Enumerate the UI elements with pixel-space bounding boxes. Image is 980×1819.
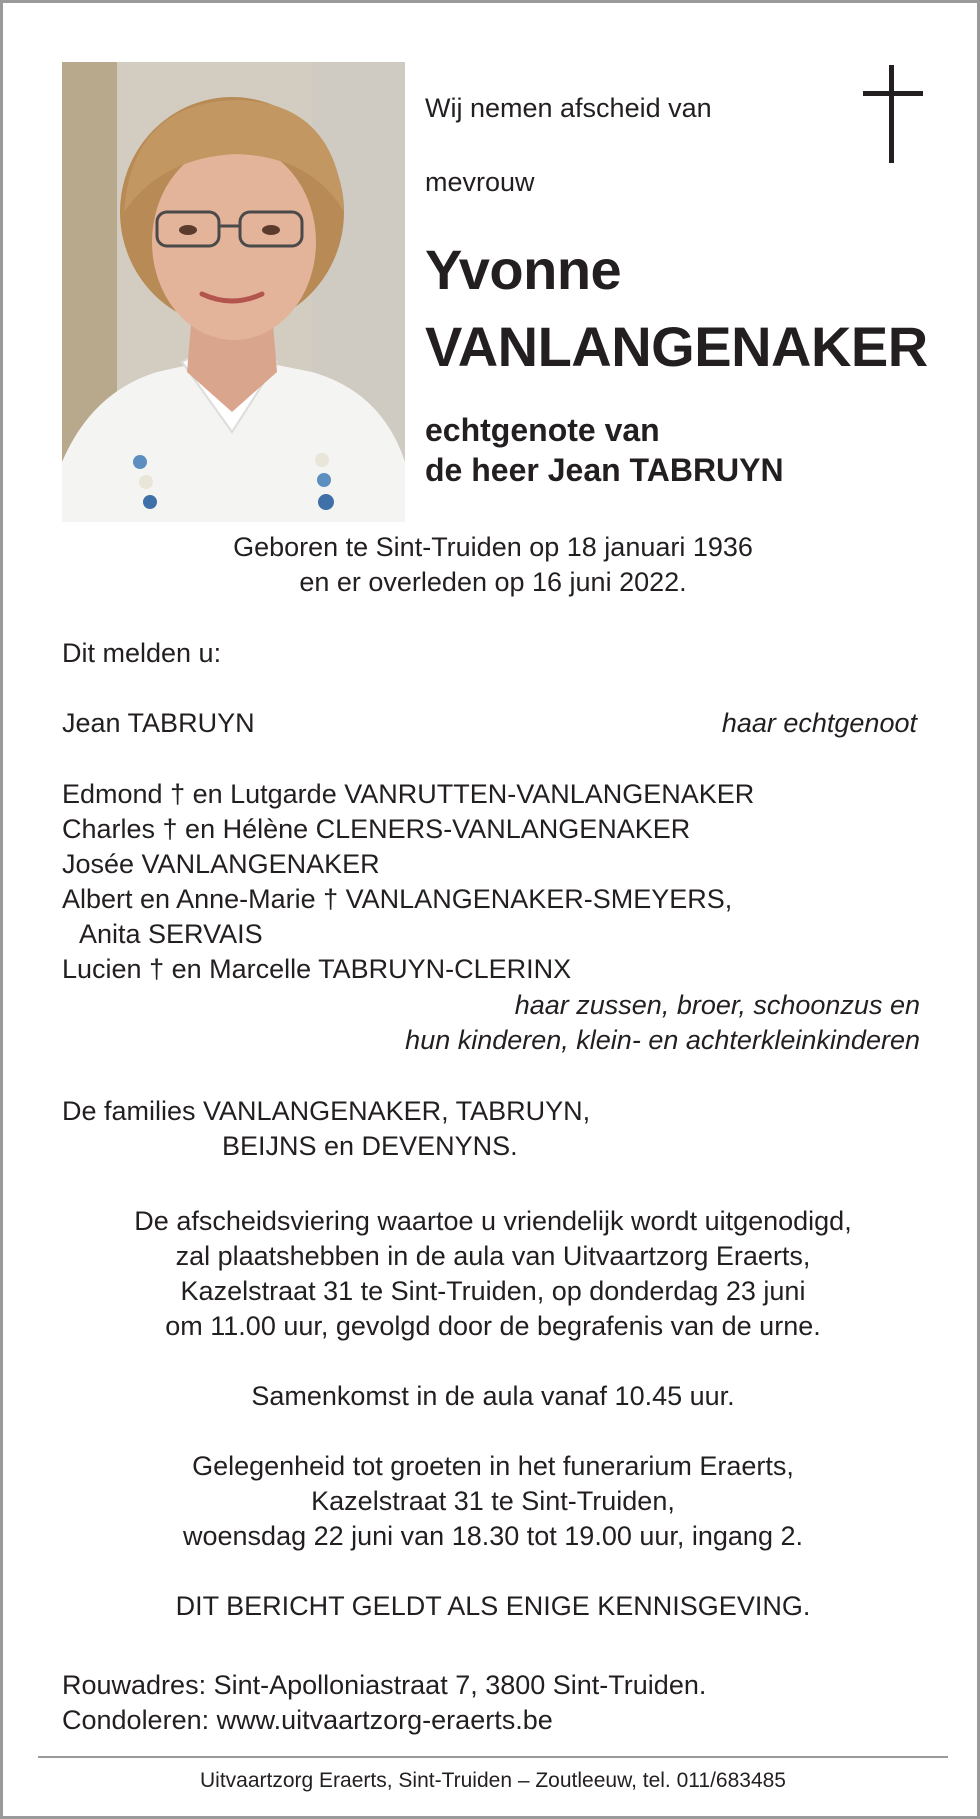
families-line-2: BEIJNS en DEVENYNS. — [222, 1131, 518, 1161]
first-name: Yvonne — [425, 238, 622, 301]
address-text: Rouwadres: Sint-Apolloniastraat 7, 3800 Sint-Truiden. — [62, 1670, 707, 1700]
ceremony-line: om 11.00 uur, gevolgd door de begrafenis van de urne. — [165, 1311, 821, 1341]
footer-text: Uitvaartzorg Eraerts, Sint-Truiden – Zoutleeuw, tel. 011/683485 — [200, 1769, 786, 1792]
death-line: en er overleden op 16 juni 2022. — [299, 567, 687, 597]
sibling-line: Edmond † en Lutgarde VANRUTTEN-VANLANGENAKER — [62, 779, 755, 809]
birth-line: Geboren te Sint-Truiden op 18 januari 1936 — [233, 532, 753, 562]
portrait-photo — [62, 62, 405, 522]
viewing-line: Kazelstraat 31 te Sint-Truiden, — [311, 1486, 675, 1516]
viewing-line: Gelegenheid tot groeten in het funerarium Eraerts, — [192, 1451, 794, 1481]
latin-cross-icon — [863, 65, 923, 163]
condolences-text: Condoleren: www.uitvaartzorg-eraerts.be — [62, 1705, 553, 1735]
ceremony-line: De afscheidsviering waartoe u vriendelijk wordt uitgenodigd, — [134, 1206, 852, 1236]
sibling-line: Josée VANLANGENAKER — [62, 849, 380, 879]
announce-text: Dit melden u: — [62, 638, 222, 668]
siblings-relation-line-1: haar zussen, broer, schoonzus en — [514, 990, 920, 1020]
intro-text: Wij nemen afscheid van — [425, 93, 712, 123]
husband-name: Jean TABRUYN — [62, 708, 255, 738]
ceremony-line: zal plaatshebben in de aula van Uitvaartzorg Eraerts, — [175, 1241, 811, 1271]
notice-text: DIT BERICHT GELDT ALS ENIGE KENNISGEVING. — [175, 1591, 811, 1621]
sibling-line: Albert en Anne-Marie † VANLANGENAKER-SMEYERS, — [62, 884, 733, 914]
ceremony-line: Kazelstraat 31 te Sint-Truiden, op donderdag 23 juni — [180, 1276, 806, 1306]
families-line-1: De families VANLANGENAKER, TABRUYN, — [62, 1096, 591, 1126]
last-name: VANLANGENAKER — [425, 315, 928, 378]
sibling-line: Charles † en Hélène CLENERS-VANLANGENAKER — [62, 814, 691, 844]
sibling-line: Anita SERVAIS — [79, 919, 263, 949]
gathering-text: Samenkomst in de aula vanaf 10.45 uur. — [251, 1381, 735, 1411]
viewing-line: woensdag 22 juni van 18.30 tot 19.00 uur, ingang 2. — [183, 1521, 803, 1551]
spouse-line-2: de heer Jean TABRUYN — [425, 452, 784, 488]
spouse-line-1: echtgenote van — [425, 412, 660, 448]
siblings-relation-line-2: hun kinderen, klein- en achterkleinkinderen — [405, 1025, 920, 1055]
husband-relation: haar echtgenoot — [721, 708, 917, 738]
title-text: mevrouw — [425, 167, 535, 197]
footer-divider — [38, 1756, 948, 1758]
sibling-line: Lucien † en Marcelle TABRUYN-CLERINX — [62, 954, 572, 984]
portrait-illustration — [62, 62, 405, 522]
